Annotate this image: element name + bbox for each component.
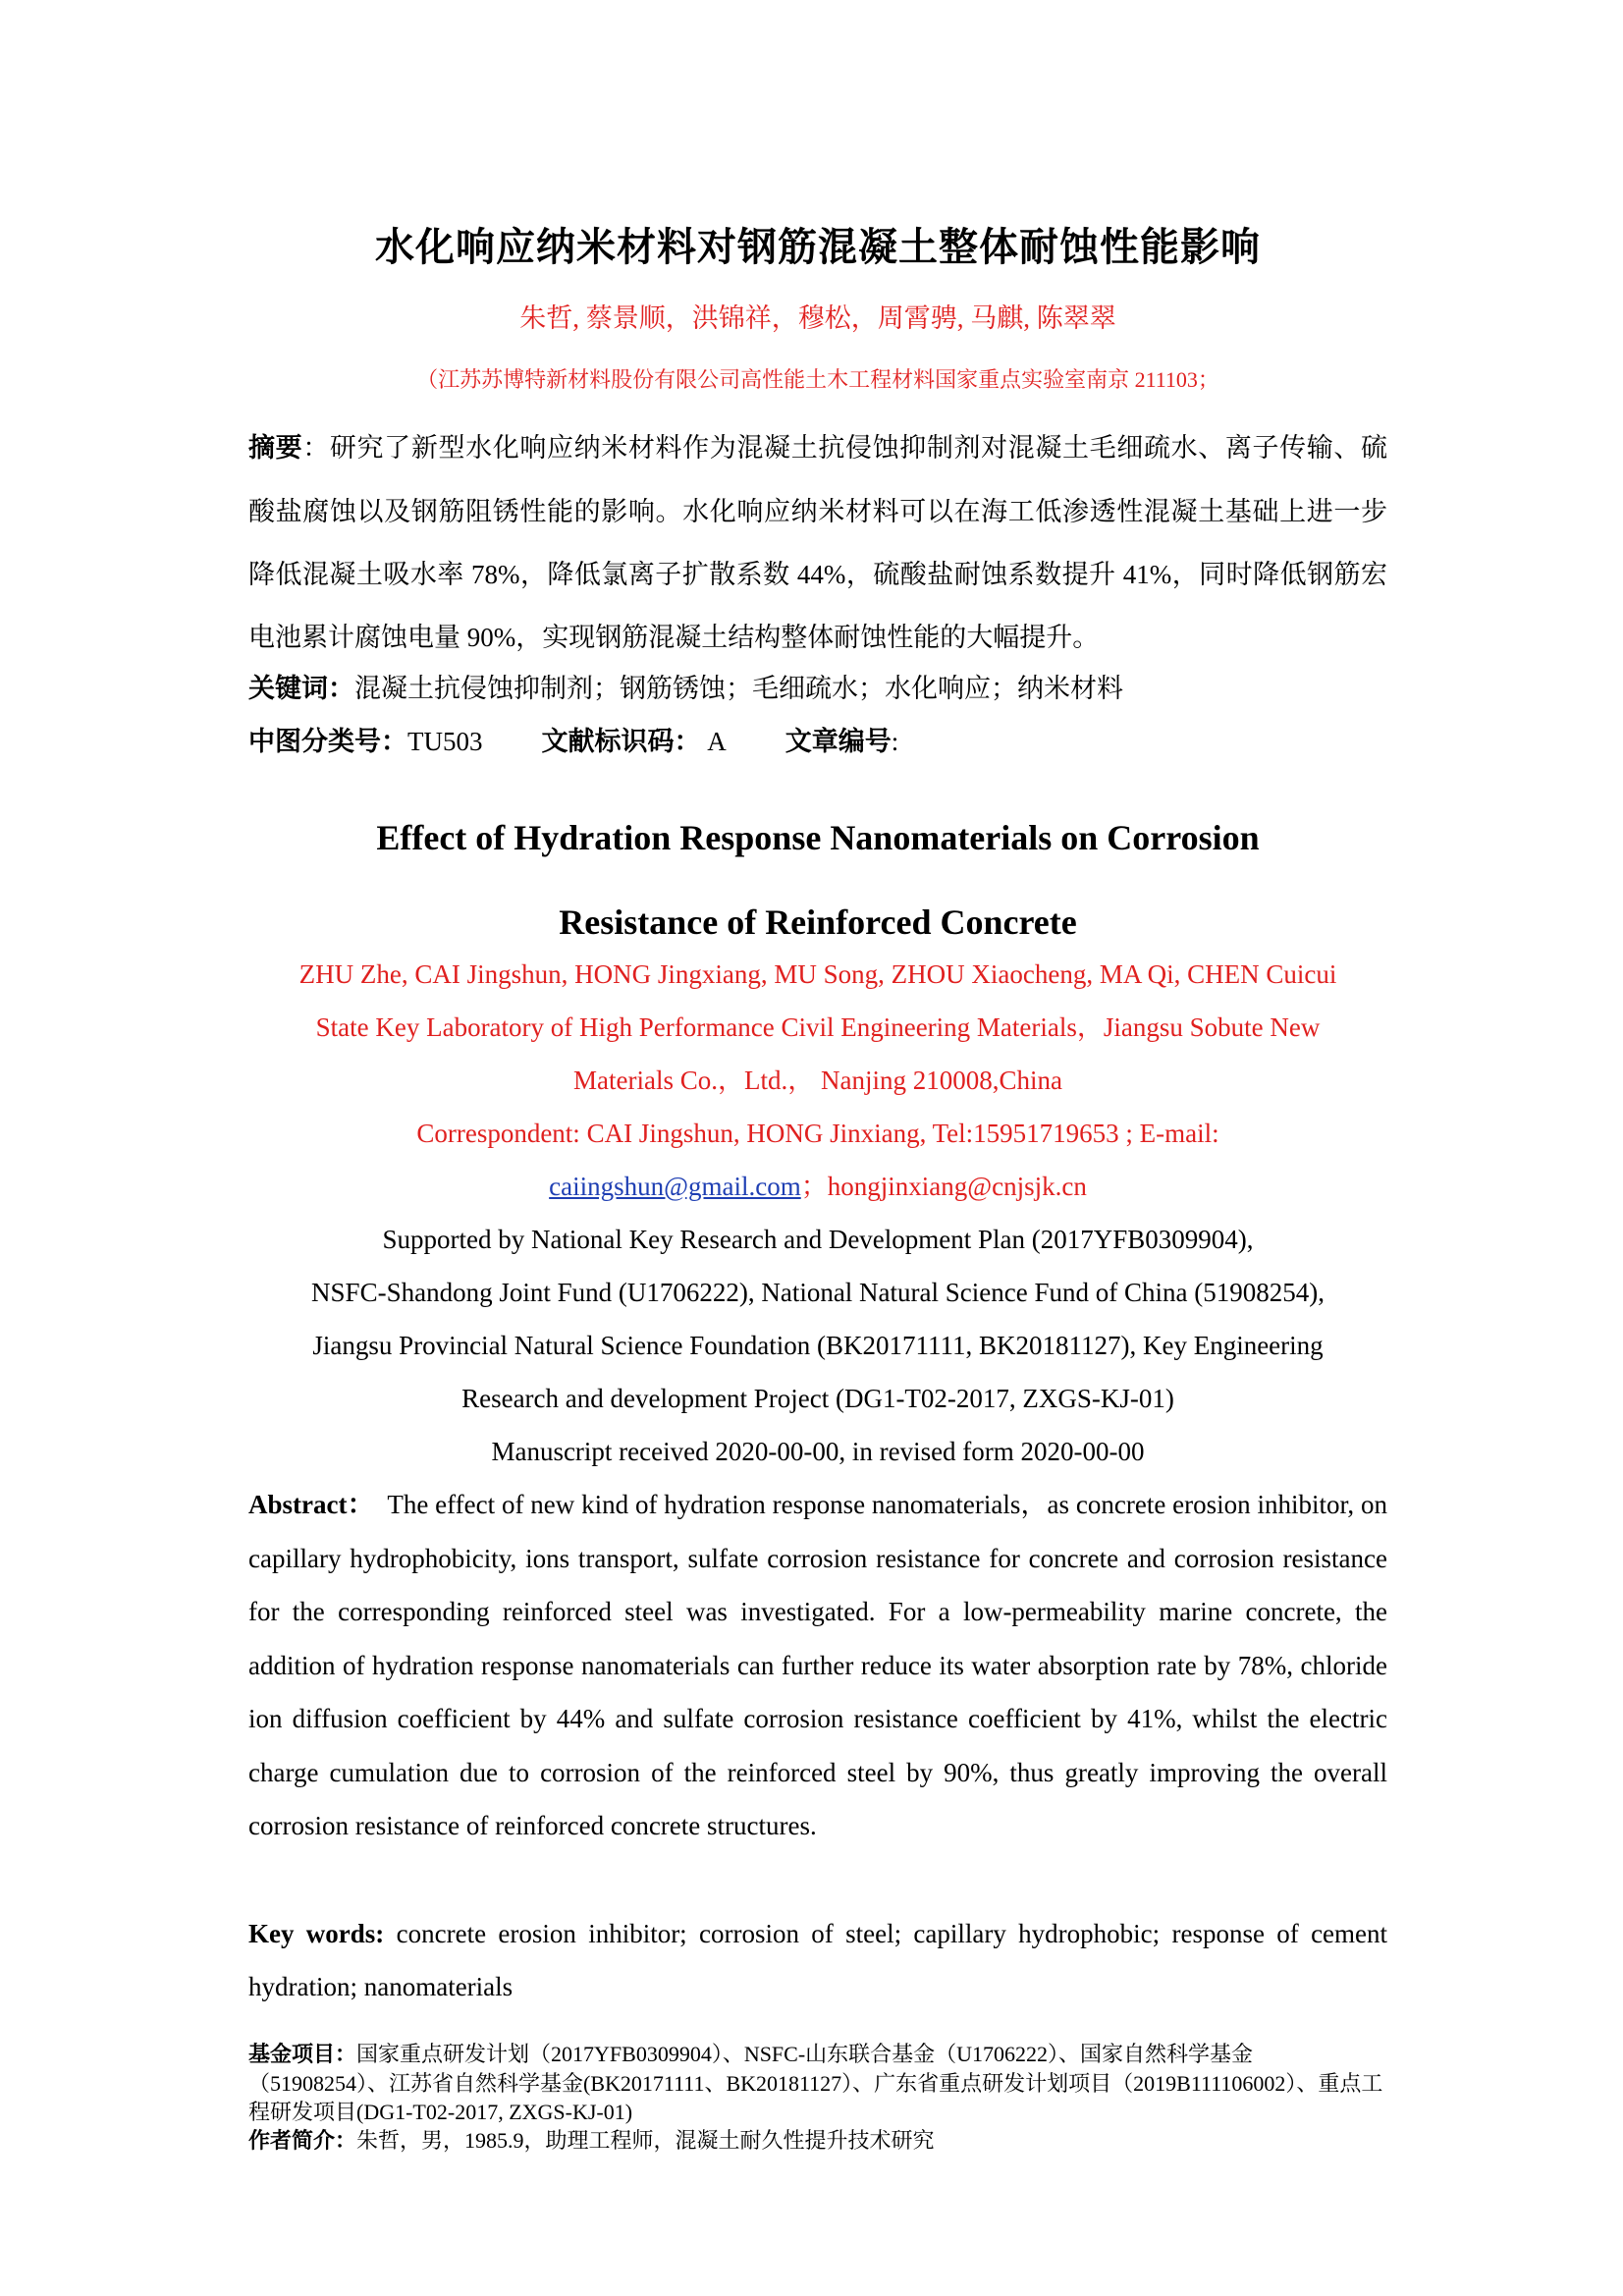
document-code-label: 文献标识码： (541, 727, 701, 757)
fund-footnote-label: 基金项目： (248, 2043, 357, 2067)
support-line-2: NSFC-Shandong Joint Fund (U1706222), National Natural Science Fund of China (51908254), (311, 1278, 1325, 1307)
english-title-line-1: Effect of Hydration Response Nanomaterials on Corrosion (376, 818, 1260, 857)
english-authors: ZHU Zhe, CAI Jingshun, HONG Jingxiang, MU Song, ZHOU Xiaocheng, MA Qi, CHEN Cuicui (298, 959, 1337, 989)
support-line-4: Research and development Project (DG1-T02-2017, ZXGS-KJ-01) (461, 1384, 1174, 1413)
author-footnote-text: 朱哲，男，1985.9，助理工程师，混凝土耐久性提升技术研究 (356, 2128, 935, 2153)
email-link-1[interactable]: caiingshun@gmail.com (549, 1172, 801, 1201)
chinese-authors: 朱哲, 蔡景顺，洪锦祥，穆松，周霄骋, 马麒, 陈翠翠 (519, 303, 1116, 333)
author-footnote-label: 作者简介： (248, 2129, 357, 2154)
chinese-classification (248, 720, 1387, 758)
english-abstract (248, 1478, 1387, 1853)
chinese-abstract-label: 摘要 (248, 433, 303, 464)
chinese-abstract-text: ：研究了新型水化响应纳米材料作为混凝土抗侵蚀抑制剂对混凝土毛细疏水、离子传输、硫酸盐腐蚀以及钢筋阻锈性能的影响。水化响应纳米材料可以在海工低渗透性混凝土基础上进一步降低混凝土吸水率 78%，降低氯离子扩散系数 44%，硫酸盐耐蚀系数提升 41%，同时降低钢筋宏电池累计腐蚀电量 90%，实现钢筋混凝土结构整体耐蚀性能的大幅提升。 (248, 433, 1388, 652)
chinese-abstract (248, 416, 1387, 669)
document-code-value: A (700, 727, 727, 756)
class-number-value: TU503 (407, 727, 483, 756)
english-affiliation-line-2: Materials Co.，Ltd.， Nanjing 210008,China (573, 1066, 1062, 1095)
author-footnote (248, 2126, 1387, 2156)
chinese-keywords-label: 关键词： (248, 674, 354, 704)
english-title (248, 795, 1387, 964)
fund-footnote-text: 国家重点研发计划（2017YFB0309904）、NSFC-山东联合基金（U1706222）、国家自然科学基金（51908254）、江苏省自然科学基金(BK20171111、BK20181127）、广东省重点研发计划项目（2019B111106002）、重点工程研发项目(DG1-T02-2017, ZXGS-KJ-01) (248, 2042, 1383, 2124)
email-separator: ； (800, 1172, 828, 1201)
english-abstract-label: Abstract： (248, 1490, 374, 1519)
chinese-affiliation: （江苏苏博特新材料股份有限公司高性能土木工程材料国家重点实验室南京 211103； (416, 367, 1219, 392)
funding-support (248, 1213, 1387, 1425)
chinese-keywords (248, 667, 1387, 705)
english-keywords-text: concrete erosion inhibitor; corrosion of steel; capillary hydrophobic; response of cement hydration; nanomaterials (248, 1919, 1388, 2001)
chinese-title: 水化响应纳米材料对钢筋混凝土整体耐蚀性能影响 (375, 225, 1261, 270)
footnotes (248, 2040, 1387, 2156)
email-2: hongjinxiang@cnjsjk.cn (827, 1172, 1087, 1201)
english-abstract-text: The effect of new kind of hydration response nanomaterials，as concrete erosion inhibitor, on capillary hydrophobicity, ions transport, sulfate corrosion resistance for concrete and corrosion resistance for the corresponding reinforced steel was investigated. For a low-permeability marine concrete, the addition of hydration response nanomaterials can further reduce its water absorption rate by 78%, chloride ion diffusion coefficient by 44% and sulfate corrosion resistance coefficient by 41%, whilst the electric charge cumulation due to corrosion of the reinforced steel by 90%, thus greatly improving the overall corrosion resistance of reinforced concrete structures. (248, 1490, 1387, 1840)
correspondent-line: Correspondent: CAI Jingshun, HONG Jinxiang, Tel:15951719653 ; E-mail: (416, 1119, 1219, 1148)
email-line (248, 1160, 1387, 1213)
article-number-label: 文章编号 (784, 727, 892, 757)
correspondent-info (248, 1107, 1387, 1213)
english-keywords (248, 1907, 1387, 2013)
english-keywords-label: Key words: (248, 1919, 385, 1948)
support-line-3: Jiangsu Provincial Natural Science Foundation (BK20171111, BK20181127), Key Engineering (312, 1331, 1324, 1360)
english-affiliation (248, 1001, 1387, 1107)
english-title-line-2: Resistance of Reinforced Concrete (559, 902, 1077, 942)
chinese-keywords-text: 混凝土抗侵蚀抑制剂；钢筋锈蚀；毛细疏水；水化响应；纳米材料 (354, 674, 1123, 703)
class-number-label: 中图分类号： (248, 727, 407, 757)
fund-footnote (248, 2040, 1387, 2126)
support-line-1: Supported by National Key Research and Development Plan (2017YFB0309904), (382, 1225, 1254, 1254)
manuscript-received: Manuscript received 2020-00-00, in revised form 2020-00-00 (491, 1437, 1145, 1466)
english-affiliation-line-1: State Key Laboratory of High Performance Civil Engineering Materials，Jiangsu Sobute New (315, 1012, 1321, 1042)
article-number-value: : (891, 727, 899, 756)
